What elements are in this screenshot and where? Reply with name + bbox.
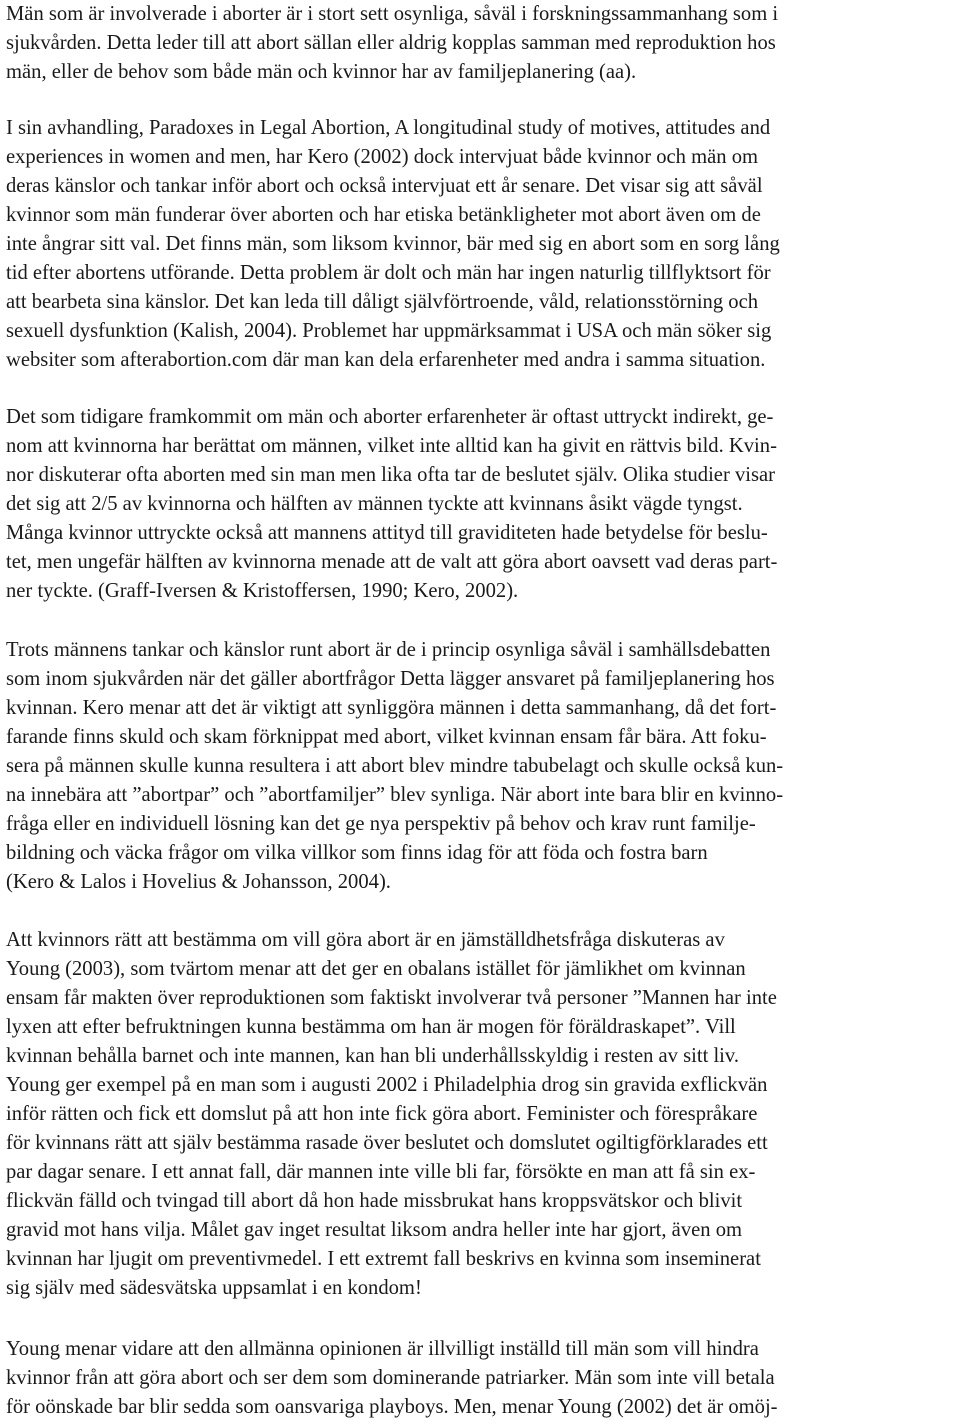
text-line: Män som är involverade i aborter är i stort sett osynliga, såväl i forskningssammanhang som i (6, 3, 779, 25)
text-line: Det som tidigare framkommit om män och aborter erfarenheter är oftast uttryckt indirekt, ge- (6, 406, 774, 428)
text-line: lyxen att efter befruktningen kunna bestämma om han är mogen för föräldraskapet”. Vill (6, 1016, 736, 1038)
text-line: par dagar senare. I ett annat fall, där mannen inte ville bli far, försökte en man att få sin ex- (6, 1161, 756, 1183)
text-line: kvinnan. Kero menar att det är viktigt att synliggöra männen i detta sammanhang, då det fort- (6, 697, 777, 719)
text-line: kvinnan har ljugit om preventivmedel. I ett extremt fall beskrivs en kvinna som inseminerat (6, 1248, 761, 1270)
text-line: för kvinnans rätt att själv bestämma rasade över beslutet och domslutet ogiltigförklarades ett (6, 1132, 768, 1154)
text-line: I sin avhandling, Paradoxes in Legal Abortion, A longitudinal study of motives, attitudes and (6, 117, 771, 139)
text-line: deras känslor och tankar inför abort och också intervjuat ett år senare. Det visar sig att såväl (6, 175, 763, 197)
text-line: farande finns skuld och skam förknippat med abort, vilket kvinnan ensam får bära. Att foku- (6, 726, 767, 748)
text-line: Young ger exempel på en man som i augusti 2002 i Philadelphia drog sin gravida exflickvän (6, 1074, 768, 1096)
text-line: Många kvinnor uttryckte också att mannens attityd till graviditeten hade betydelse för beslu- (6, 522, 768, 544)
text-line: sera på männen skulle kunna resultera i att abort blev mindre tabubelagt och skulle också kun- (6, 755, 784, 777)
paragraph-6 (6, 1335, 954, 1422)
text-line: bildning och väcka frågor om vilka villkor som finns idag för att föda och fostra barn (6, 842, 708, 864)
text-line: inför rätten och fick ett domslut på att hon inte fick göra abort. Feminister och förespråkare (6, 1103, 758, 1125)
text-line: websiter som afterabortion.com där man kan dela erfarenheter med andra i samma situation. (6, 349, 766, 371)
text-line: inte ångrar sitt val. Det finns män, som liksom kvinnor, bär med sig en abort som en sorg lång (6, 233, 780, 255)
text-line: kvinnan behålla barnet och inte mannen, kan han bli underhållsskyldig i resten av sitt liv. (6, 1045, 739, 1067)
text-line: ner tyckte. (Graff-Iversen & Kristoffersen, 1990; Kero, 2002). (6, 580, 519, 602)
text-line: Young (2003), som tvärtom menar att det ger en obalans istället för jämlikhet om kvinnan (6, 958, 746, 980)
text-line: Att kvinnors rätt att bestämma om vill göra abort är en jämställdhetsfråga diskuteras av (6, 929, 725, 951)
text-line: flickvän fälld och tvingad till abort då hon hade missbrukat hans kroppsvätskor och blivit (6, 1190, 743, 1212)
paragraph-2 (6, 114, 954, 375)
text-line: det sig att 2/5 av kvinnorna och hälften av männen tyckte att kvinnans åsikt vägde tyngst. (6, 493, 743, 515)
text-line: kvinnor som män funderar över aborten och har etiska betänkligheter mot abort även om de (6, 204, 761, 226)
text-line: kvinnor från att göra abort och ser dem som dominerande patriarker. Män som inte vill betala (6, 1367, 775, 1389)
paragraph-3 (6, 403, 954, 606)
text-line: sjukvården. Detta leder till att abort sällan eller aldrig kopplas samman med reproduktion hos (6, 32, 776, 54)
text-line: (Kero & Lalos i Hovelius & Johansson, 2004). (6, 871, 391, 893)
text-line: Young menar vidare att den allmänna opinionen är illvilligt inställd till män som vill hindra (6, 1338, 759, 1360)
text-line: tet, men ungefär hälften av kvinnorna menade att de valt att göra abort oavsett vad deras part- (6, 551, 778, 573)
text-line: nom att kvinnorna har berättat om männen, vilket inte alltid kan ha givit en rättvis bild. Kvin- (6, 435, 777, 457)
text-line: fråga eller en individuell lösning kan det ge nya perspektiv på behov och krav runt familje- (6, 813, 756, 835)
text-line: sig själv med sädesvätska uppsamlat i en kondom! (6, 1277, 422, 1299)
paragraph-5 (6, 926, 954, 1303)
text-line: att bearbeta sina känslor. Det kan leda till dåligt självförtroende, våld, relationsstörning och (6, 291, 759, 313)
text-line: för oönskade bar blir sedda som oansvariga playboys. Men, menar Young (2002) det är omöj- (6, 1396, 778, 1418)
text-line: ensam får makten över reproduktionen som faktiskt involverar två personer ”Mannen har inte (6, 987, 777, 1009)
text-line: nor diskuterar ofta aborten med sin man men lika ofta tar de beslutet själv. Olika studier visar (6, 464, 775, 486)
text-line: sexuell dysfunktion (Kalish, 2004). Problemet har uppmärksammat i USA och män söker sig (6, 320, 772, 342)
text-line: tid efter abortens utförande. Detta problem är dolt och män har ingen naturlig tillflyktsort för (6, 262, 771, 284)
text-line: som inom sjukvården när det gäller abortfrågor Detta lägger ansvaret på familjeplanering hos (6, 668, 775, 690)
paragraph-4 (6, 636, 954, 897)
text-line: män, eller de behov som både män och kvinnor har av familjeplanering (aa). (6, 61, 637, 83)
text-line: na innebära att ”abortpar” och ”abortfamiljer” blev synliga. När abort inte bara blir en kvinno- (6, 784, 784, 806)
text-line: gravid mot hans vilja. Målet gav inget resultat liksom andra heller inte har gjort, även om (6, 1219, 743, 1241)
text-line: experiences in women and men, har Kero (2002) dock intervjuat både kvinnor och män om (6, 146, 759, 168)
text-line: Trots männens tankar och känslor runt abort är de i princip osynliga såväl i samhällsdebatten (6, 639, 771, 661)
paragraph-1 (6, 0, 954, 87)
